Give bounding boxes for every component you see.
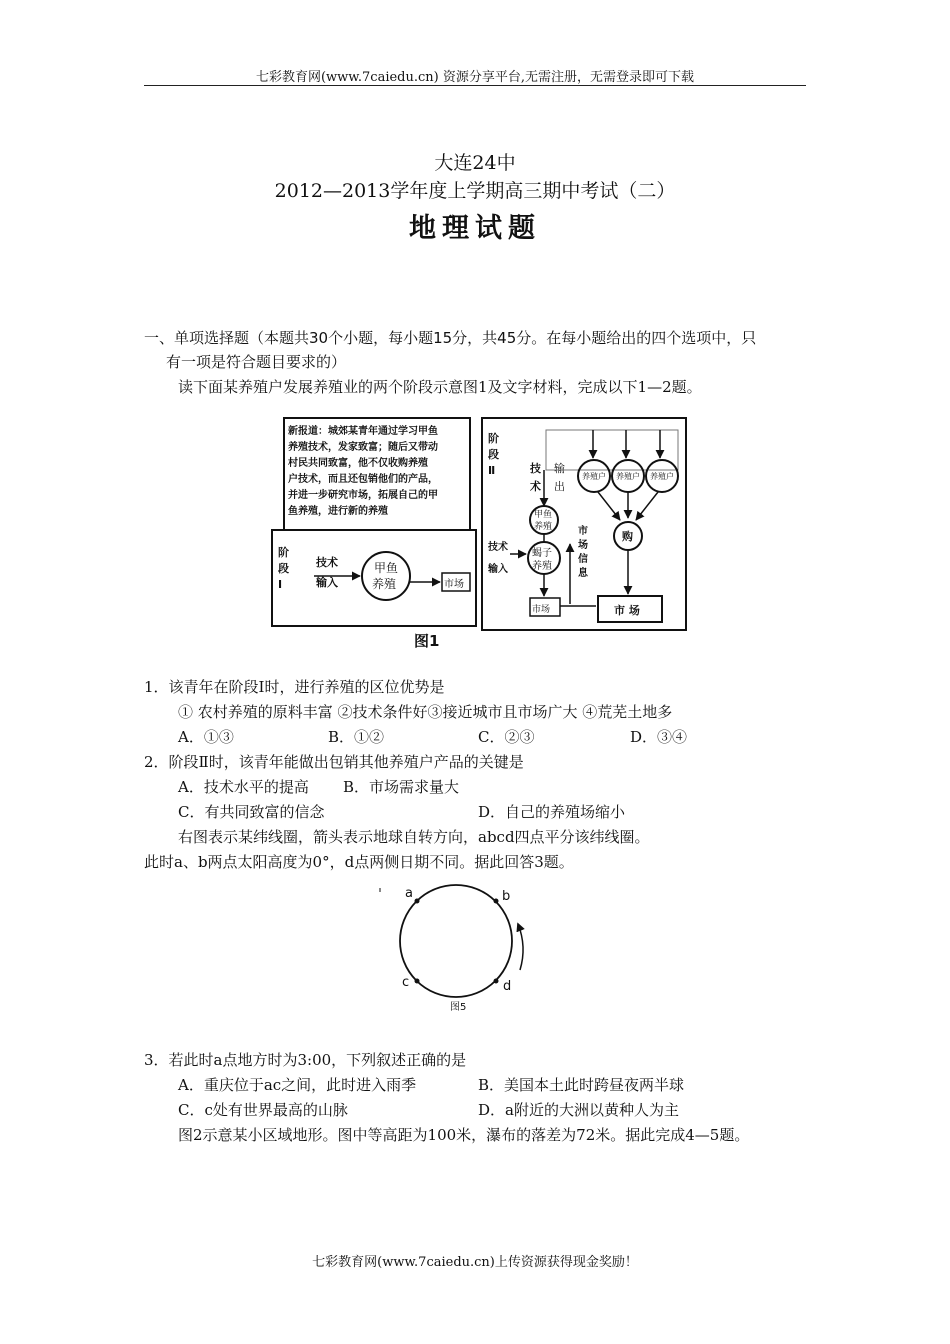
svg-text:养殖: 养殖 xyxy=(534,522,553,532)
point-a xyxy=(415,899,420,904)
news-line: 并进一步研究市场，拓展自己的甲 xyxy=(288,490,438,501)
figure1-caption: 图1 xyxy=(414,632,440,650)
q2-option-c: C．有共同致富的信念 xyxy=(178,803,325,821)
svg-text:甲鱼: 甲鱼 xyxy=(374,561,399,575)
header-text: 七彩教育网(www.7caiedu.cn) 资源分享平台,无需注册，无需登录即可下载 xyxy=(255,70,694,85)
svg-text:阶: 阶 xyxy=(488,432,499,445)
q3-option-b: B．美国本土此时跨昼夜两半球 xyxy=(478,1076,685,1094)
point-c xyxy=(415,979,420,984)
q3-option-d: D．a附近的大洲以黄种人为主 xyxy=(478,1101,679,1119)
svg-text:购: 购 xyxy=(622,530,633,543)
figure1-intro: 读下面某养殖户发展养殖业的两个阶段示意图1及文字材料，完成以下1—2题。 xyxy=(178,378,702,396)
exam-title: 2012—2013学年度上学期高三期中考试（二） xyxy=(274,180,676,202)
stage2-box xyxy=(482,418,686,630)
label-c: c xyxy=(402,975,410,990)
stage1-turtle-circle xyxy=(362,552,410,600)
svg-text:出: 出 xyxy=(554,480,565,493)
svg-text:蝎子: 蝎子 xyxy=(532,548,552,559)
svg-text:术: 术 xyxy=(530,480,541,493)
section-heading-line1: 一、单项选择题（本题共30个小题，每小题15分，共45分。在每小题给出的四个选项中，只 xyxy=(144,329,757,347)
q45-intro: 图2示意某小区域地形。图中等高距为100米，瀑布的落差为72米。据此完成4—5题。 xyxy=(178,1126,750,1144)
q1-stem: 1．该青年在阶段Ⅰ时，进行养殖的区位优势是 xyxy=(144,678,445,696)
news-line: 户技术，而且还包销他们的产品， xyxy=(288,474,438,485)
point-d xyxy=(494,979,499,984)
q3-intro-line2: 此时a、b两点太阳高度为0°，d点两侧日期不同。据此回答3题。 xyxy=(144,853,574,871)
q2-option-b: B．市场需求量大 xyxy=(343,778,460,796)
svg-text:输入: 输入 xyxy=(488,564,508,575)
svg-text:Ⅰ: Ⅰ xyxy=(278,578,283,591)
svg-text:甲鱼: 甲鱼 xyxy=(534,510,553,520)
svg-text:Ⅱ: Ⅱ xyxy=(488,464,496,477)
q2-option-a: A．技术水平的提高 xyxy=(178,778,309,796)
q1-option-a: A．①③ xyxy=(178,728,234,746)
school-title: 大连24中 xyxy=(434,152,516,174)
q1-items: ① 农村养殖的原料丰富 ②技术条件好③接近城市且市场广大 ④荒芜土地多 xyxy=(178,703,673,721)
point-b xyxy=(494,899,499,904)
svg-text:市场: 市场 xyxy=(444,579,464,590)
news-line: 鱼养殖，进行新的养殖 xyxy=(288,506,388,517)
q1-option-c: C．②③ xyxy=(478,728,535,746)
svg-text:场: 场 xyxy=(578,540,588,551)
svg-text:段: 段 xyxy=(278,562,289,575)
header-divider xyxy=(144,85,806,86)
svg-text:养殖户: 养殖户 xyxy=(582,472,606,481)
subject-title: 地理试题 xyxy=(409,213,541,244)
q1-option-b: B．①② xyxy=(328,728,385,746)
q3-option-a: A．重庆位于ac之间，此时进入雨季 xyxy=(178,1076,417,1094)
label-a: a xyxy=(405,886,413,901)
q3-option-c: C．c处有世界最高的山脉 xyxy=(178,1101,348,1119)
svg-text:输入: 输入 xyxy=(316,576,338,589)
q2-option-d: D．自己的养殖场缩小 xyxy=(478,803,626,821)
svg-text:养殖: 养殖 xyxy=(372,577,397,591)
svg-text:技术: 技术 xyxy=(316,556,338,569)
figure1-diagram xyxy=(268,414,690,652)
q2-stem: 2．阶段Ⅱ时，该青年能做出包销其他养殖户产品的关键是 xyxy=(144,753,524,771)
rotation-arrow xyxy=(518,924,523,970)
svg-text:输: 输 xyxy=(554,462,565,475)
svg-text:养殖户: 养殖户 xyxy=(650,472,674,481)
svg-text:市 场: 市 场 xyxy=(614,604,640,617)
svg-text:段: 段 xyxy=(488,448,499,461)
svg-text:技术: 技术 xyxy=(488,542,508,553)
section-heading-line2: 有一项是符合题目要求的） xyxy=(166,353,347,371)
q1-option-d: D．③④ xyxy=(630,728,688,746)
svg-text:阶: 阶 xyxy=(278,546,289,559)
footer-text: 七彩教育网(www.7caiedu.cn)上传资源获得现金奖励！ xyxy=(312,1255,638,1270)
svg-text:技: 技 xyxy=(530,462,541,475)
svg-text:市场: 市场 xyxy=(532,605,551,615)
news-line: 村民共同致富，他不仅收购养殖 xyxy=(288,458,428,469)
svg-text:养殖: 养殖 xyxy=(532,561,552,572)
figure5-diagram xyxy=(370,882,550,1014)
figure5-caption: 图5 xyxy=(450,1002,467,1013)
svg-text:信: 信 xyxy=(578,554,588,565)
svg-text:息: 息 xyxy=(578,568,588,579)
news-line: 养殖技术，发家致富；随后又带动 xyxy=(288,442,438,453)
news-line: 新报道：城郊某青年通过学习甲鱼 xyxy=(288,426,438,437)
svg-text:市: 市 xyxy=(578,526,588,537)
label-b: b xyxy=(502,889,511,904)
q3-intro-line1: 右图表示某纬线圈，箭头表示地球自转方向，abcd四点平分该纬线圈。 xyxy=(178,828,650,846)
q3-stem: 3．若此时a点地方时为3:00，下列叙述正确的是 xyxy=(144,1051,467,1069)
svg-text:养殖户: 养殖户 xyxy=(616,472,640,481)
label-d: d xyxy=(503,979,512,994)
